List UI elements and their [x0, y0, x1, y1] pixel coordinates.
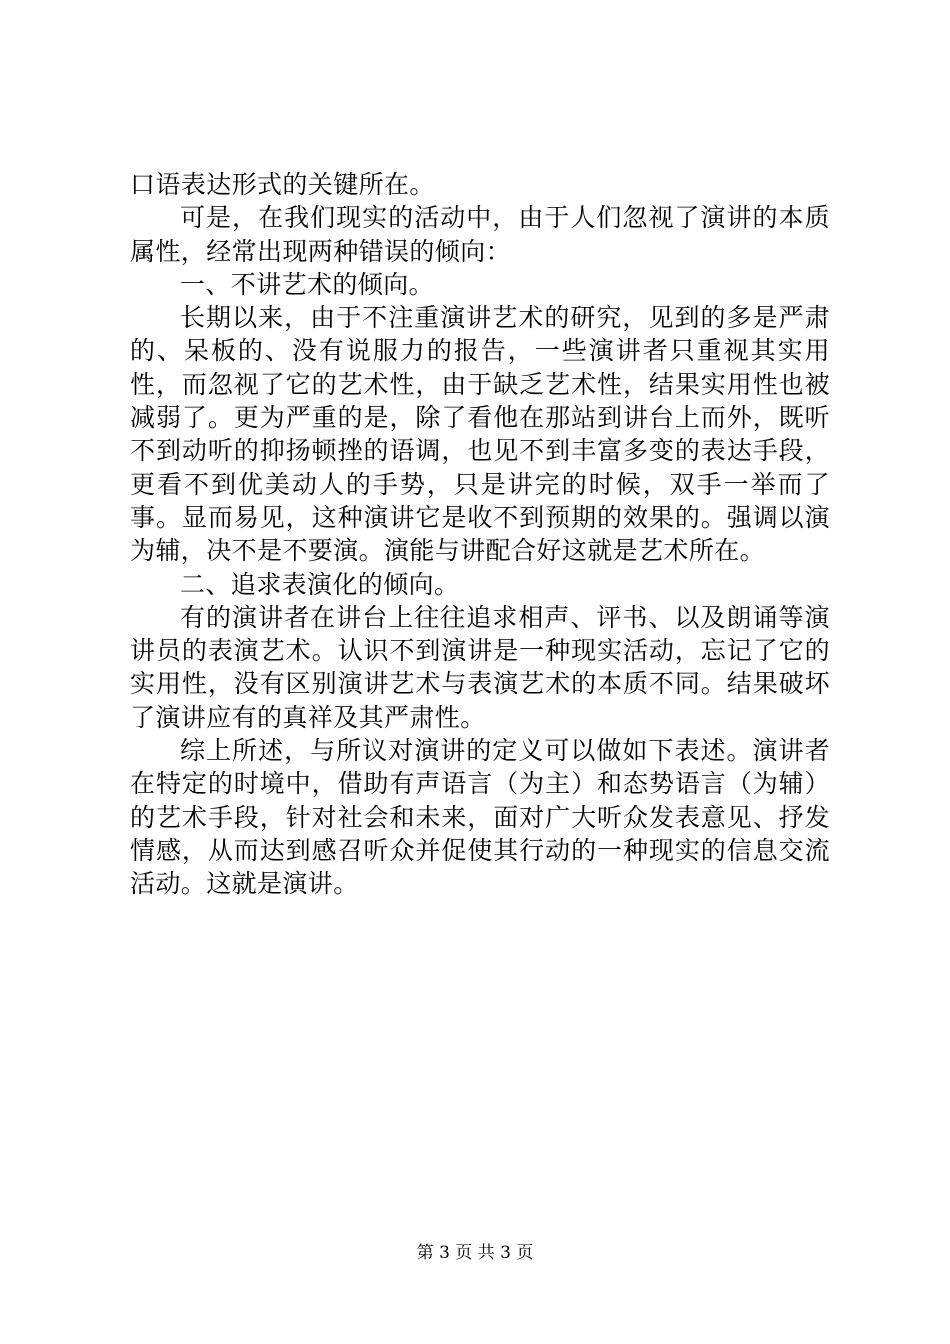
paragraph-conclusion: 综上所述，与所议对演讲的定义可以做如下表述。演讲者在特定的时境中，借助有声语言（为主）和态势语言（为辅）的艺术手段，针对社会和未来，面对广大听众发表意见、抒发情感，从而达到感召听众并促使其行动的一种现实的信息交流活动。这就是演讲。 [130, 736, 830, 899]
paragraph-continuation: 口语表达形式的关键所在。 [130, 170, 435, 199]
paragraph-tendency-one: 长期以来，由于不注重演讲艺术的研究，见到的多是严肃的、呆板的、没有说服力的报告，一些演讲者只重视其实用性，而忽视了它的艺术性，由于缺乏艺术性，结果实用性也被减弱了。更为严重的是，除了看他在那站到讲台上而外，既听不到动听的抑扬顿挫的语调，也见不到丰富多变的表达手段，更看不到优美动人的手势，只是讲完的时候，双手一举而了事。显而易见，这种演讲它是收不到预期的效果的。强调以演为辅，决不是不要演。演能与讲配合好这就是艺术所在。 [130, 303, 830, 566]
page-footer [0, 1243, 950, 1263]
page-number: 第 3 页 共 3 页 [416, 1243, 534, 1263]
heading-tendency-one: 一、不讲艺术的倾向。 [180, 269, 435, 299]
heading-tendency-two: 二、追求表演化的倾向。 [180, 569, 460, 599]
document-body [130, 168, 830, 901]
paragraph-intro: 可是，在我们现实的活动中，由于人们忽视了演讲的本质属性，经常出现两种错误的倾向： [130, 203, 830, 266]
paragraph-tendency-two: 有的演讲者在讲台上往往追求相声、评书、以及朗诵等演讲员的表演艺术。认识不到演讲是一种现实活动，忘记了它的实用性，没有区别演讲艺术与表演艺术的本质不同。结果破坏了演讲应有的真祥及其严肃性。 [130, 602, 830, 732]
